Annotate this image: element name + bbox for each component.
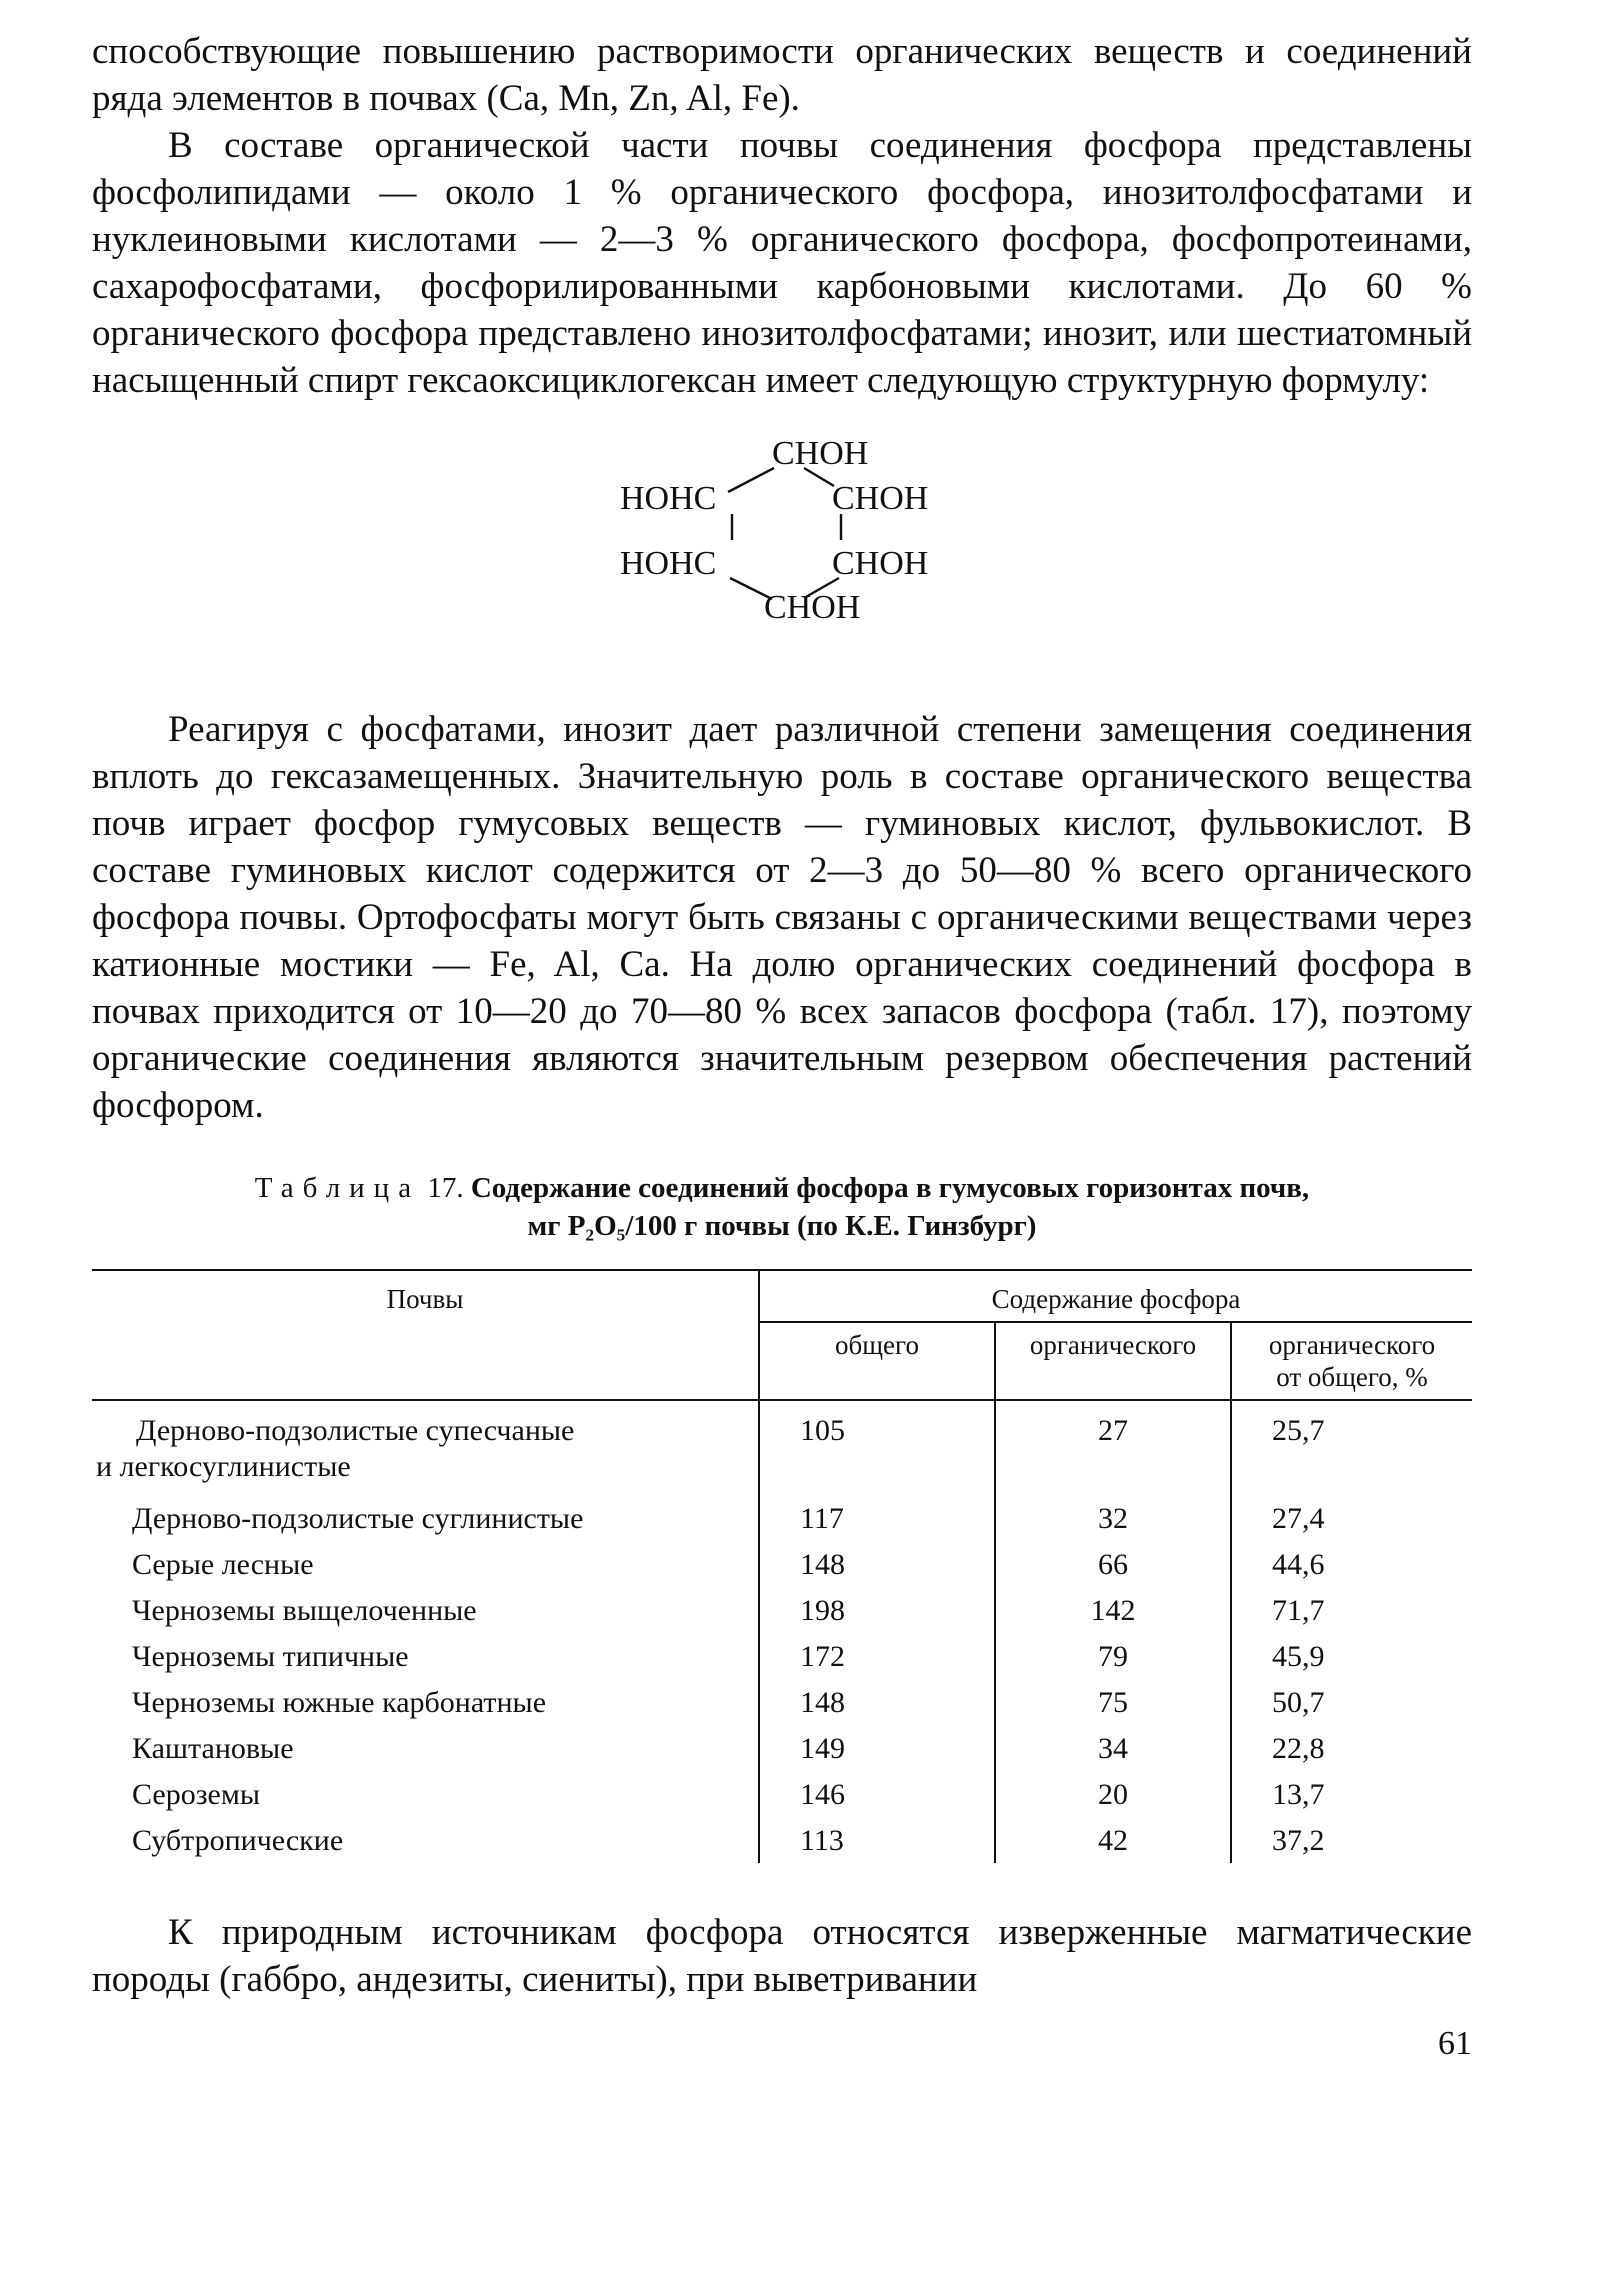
formula-right-upper-group: CHOH <box>832 480 929 517</box>
header-total: общего <box>759 1322 995 1400</box>
share-value: 50,7 <box>1231 1679 1472 1725</box>
paragraph-phosphorus-compounds: В составе органической части почвы соединения фосфора представлены фосфолипидами — около 1 % органического фосфора, инозитолфосфатами и нуклеиновыми кислотами — 2—3 % органического фосфора, фосфопротеинами, сахарофосфатами, фосфорилированными карбоновыми кислотами. До 60 % органического фосфора представлено инозитолфосфатами; инозит, или шестиатомный насыщенный спирт гексаоксициклогексан имеет следующую структурную формулу: <box>92 125 1472 401</box>
table-row <box>92 1771 1472 1817</box>
table-caption-title-line2: мг P₂O₅/100 г почвы (по К.Е. Гинзбург) <box>527 1210 1037 1242</box>
header-phosphorus-content: Содержание фосфора <box>759 1270 1472 1322</box>
total-value: 148 <box>759 1541 995 1587</box>
share-value: 37,2 <box>1231 1817 1472 1863</box>
soil-name: Сероземы <box>132 1778 260 1811</box>
table-row <box>92 1817 1472 1863</box>
table-header-row <box>92 1270 1472 1322</box>
share-value: 13,7 <box>1231 1771 1472 1817</box>
table-row <box>92 1725 1472 1771</box>
soil-name: Дерново-подзолистые супесчаные и легкосуглинистые <box>96 1414 575 1483</box>
soil-name: Субтропические <box>132 1824 344 1857</box>
organic-value: 27 <box>995 1400 1231 1489</box>
table-row <box>92 1633 1472 1679</box>
table-caption-number: 17. <box>427 1172 464 1204</box>
formula-top-group: CHOH <box>772 435 869 472</box>
share-value: 27,4 <box>1231 1489 1472 1541</box>
total-value: 172 <box>759 1633 995 1679</box>
total-value: 149 <box>759 1725 995 1771</box>
total-value: 198 <box>759 1587 995 1633</box>
formula-right-lower-group: CHOH <box>832 545 929 582</box>
paragraph-inositol-reactions: Реагируя с фосфатами, инозит дает различной степени замещения соединения вплоть до гексазамещенных. Значительную роль в составе органического вещества почв играет фосфор гумусовых веществ — гуминовых кислот, фульвокислот. В составе гуминовых кислот содержится от 2—3 до 50—80 % всего органического фосфора почвы. Ортофосфаты могут быть связаны с органическими веществами через катионные мостики — Fe, Al, Ca. На долю органических соединений фосфора в почвах приходится от 10—20 до 70—80 % всех запасов фосфора (табл. 17), поэтому органические соединения являются значительным резервом обеспечения растений фосфором. <box>92 709 1472 1126</box>
formula-bonds <box>728 468 841 599</box>
paragraph-continuation: способствующие повышению растворимости органических веществ и соединений ряда элементов в почвах (Ca, Mn, Zn, Al, Fe). <box>92 31 1472 119</box>
table-row <box>92 1489 1472 1541</box>
organic-value: 34 <box>995 1725 1231 1771</box>
share-value: 25,7 <box>1231 1400 1472 1489</box>
table-row <box>92 1541 1472 1587</box>
organic-value: 42 <box>995 1817 1231 1863</box>
inositol-ring-diagram <box>92 416 1472 706</box>
soil-name: Черноземы выщелоченные <box>132 1594 477 1627</box>
table-row <box>92 1679 1472 1725</box>
table-caption-title-line1: Содержание соединений фосфора в гумусовых горизонтах почв, <box>470 1172 1310 1204</box>
organic-value: 20 <box>995 1771 1231 1817</box>
table-caption-label: Таблица <box>254 1172 421 1204</box>
soil-name: Серые лесные <box>132 1548 314 1581</box>
organic-value: 32 <box>995 1489 1231 1541</box>
organic-value: 142 <box>995 1587 1231 1633</box>
share-value: 22,8 <box>1231 1725 1472 1771</box>
paragraph-natural-sources: К природным источникам фосфора относятся изверженные магматические породы (габбро, андезиты, сиениты), при выветривании <box>92 1912 1472 2000</box>
total-value: 117 <box>759 1489 995 1541</box>
table-row <box>92 1400 1472 1489</box>
page-content <box>92 28 1472 2062</box>
formula-left-lower-group: HOHC <box>620 545 717 582</box>
formula-left-upper-group: HOHC <box>620 480 717 517</box>
formula-bottom-group: CHOH <box>764 589 861 626</box>
organic-value: 75 <box>995 1679 1231 1725</box>
table-row <box>92 1587 1472 1633</box>
table-caption <box>92 1169 1472 1245</box>
share-value: 45,9 <box>1231 1633 1472 1679</box>
header-organic-share: органического от общего, % <box>1231 1322 1472 1400</box>
share-value: 44,6 <box>1231 1541 1472 1587</box>
soil-name: Черноземы южные карбонатные <box>132 1686 547 1719</box>
total-value: 146 <box>759 1771 995 1817</box>
header-organic: органического <box>995 1322 1231 1400</box>
total-value: 113 <box>759 1817 995 1863</box>
soil-name: Черноземы типичные <box>132 1640 409 1673</box>
total-value: 148 <box>759 1679 995 1725</box>
header-soils: Почвы <box>92 1270 759 1400</box>
share-value: 71,7 <box>1231 1587 1472 1633</box>
phosphorus-content-table <box>92 1269 1472 1863</box>
page-number: 61 <box>1438 2025 1472 2062</box>
organic-value: 79 <box>995 1633 1231 1679</box>
total-value: 105 <box>759 1400 995 1489</box>
inositol-structural-formula <box>92 416 1472 706</box>
soil-name: Дерново-подзолистые суглинистые <box>132 1502 584 1535</box>
organic-value: 66 <box>995 1541 1231 1587</box>
soil-name: Каштановые <box>132 1732 294 1765</box>
